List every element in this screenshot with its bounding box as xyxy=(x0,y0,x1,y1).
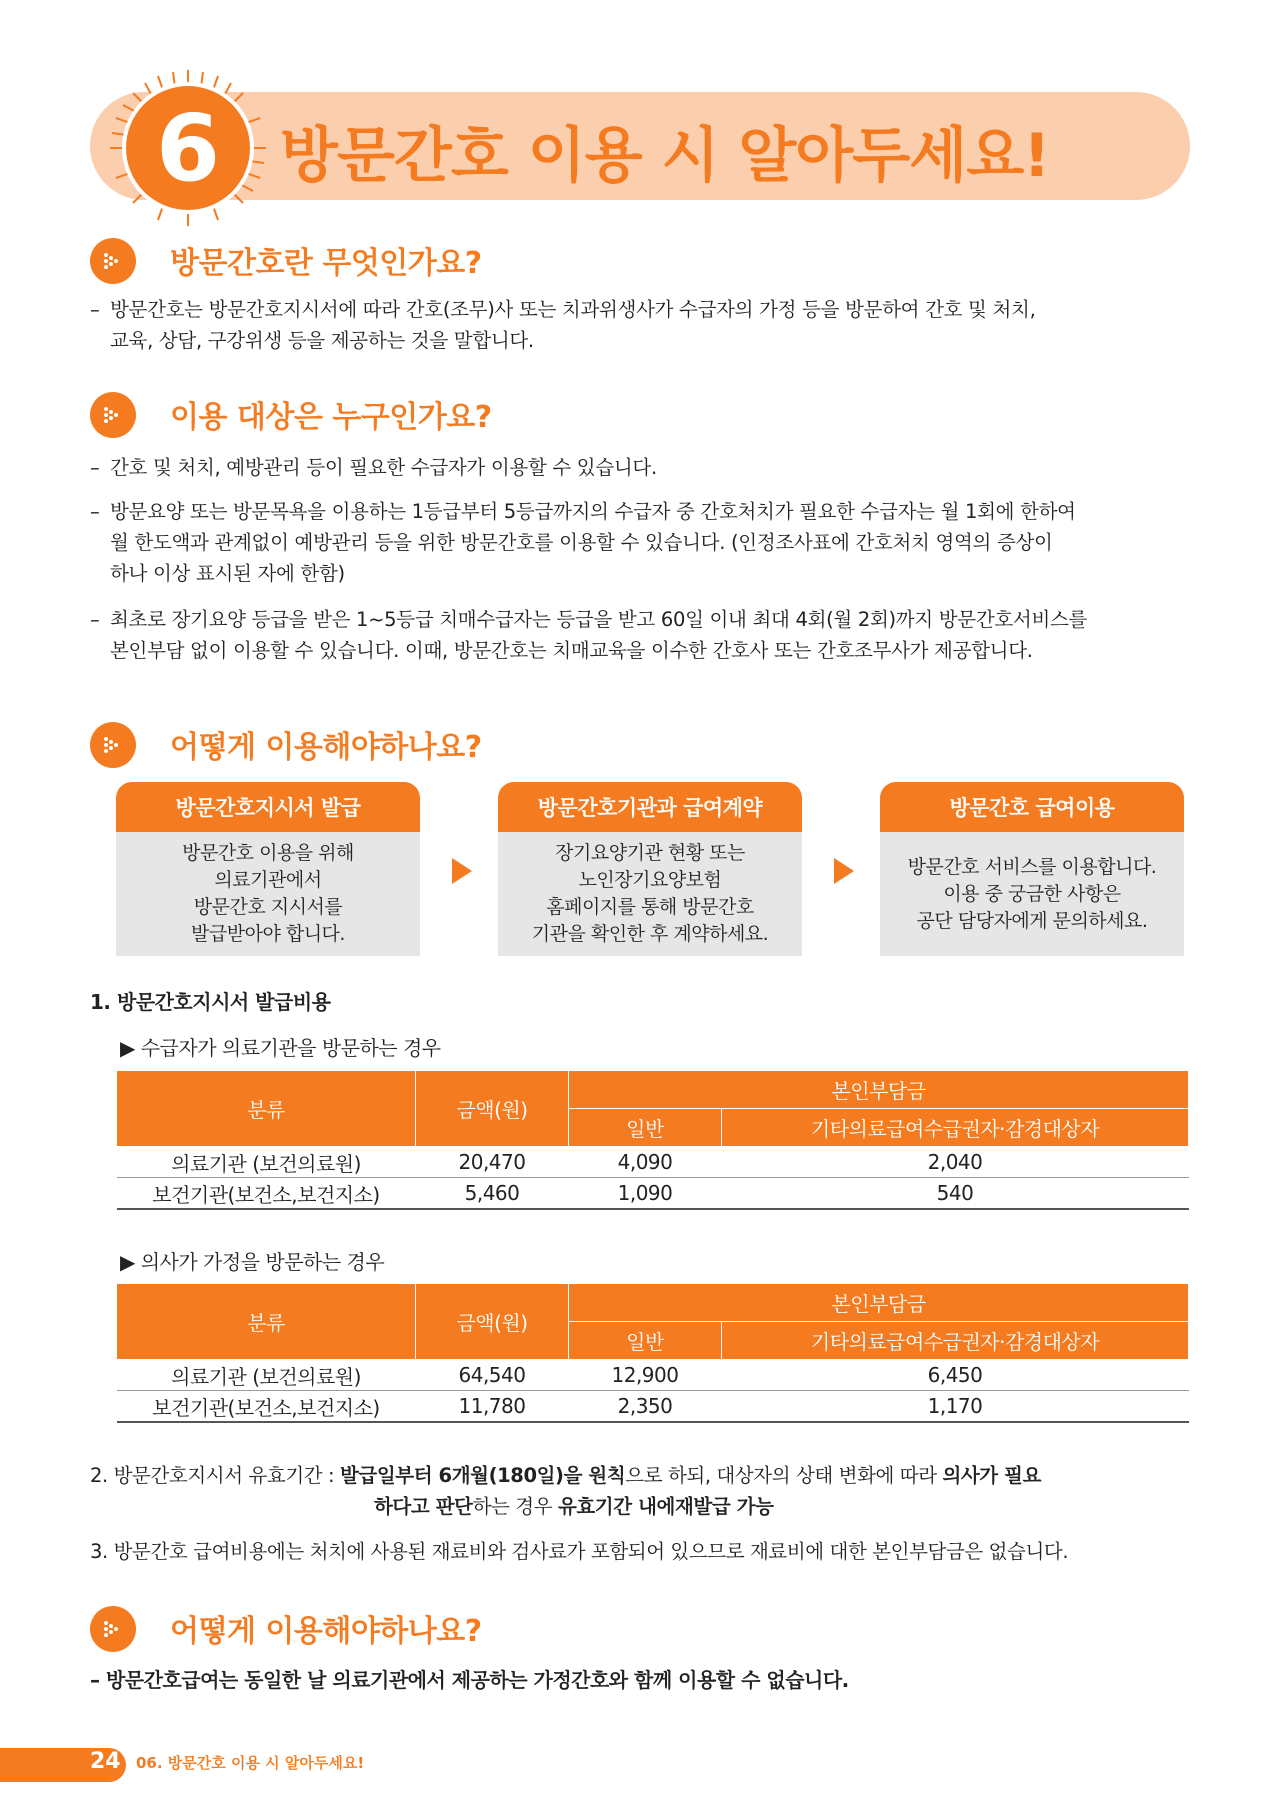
cell-amount: 20,470 xyxy=(416,1147,569,1178)
validity-note-line xyxy=(90,1460,1190,1491)
eligibility-text: 월 한도액과 관계없이 예방관리 등을 위한 방문간호를 이용할 수 있습니다. (인정조사표에 간호처치 영역의 증상이 xyxy=(110,531,1053,554)
col-other: 기타의료급여수급권자·감경대상자 xyxy=(722,1109,1189,1147)
eligibility-item xyxy=(90,604,1190,666)
col-amount: 금액(원) xyxy=(416,1284,569,1360)
eligibility-text: 본인부담 없이 이용할 수 있습니다. 이때, 방문간호는 치매교육을 이수한 간호사 또는 간호조무사가 제공합니다. xyxy=(110,639,1033,662)
cell-general: 2,350 xyxy=(569,1391,722,1423)
note-bold: 하다고 판단 xyxy=(374,1495,473,1518)
eligibility-text: 최초로 장기요양 등급을 받은 1~5등급 치매수급자는 등급을 받고 60일 이내 최대 4회(월 2회)까지 방문간호서비스를 xyxy=(110,608,1088,631)
section-title-what-is: 방문간호란 무엇인가요? xyxy=(170,246,482,281)
cell-amount: 5,460 xyxy=(416,1178,569,1210)
section-title-eligibility: 이용 대상은 누구인가요? xyxy=(170,400,492,435)
flow-step xyxy=(116,782,420,956)
eligibility-text: 방문요양 또는 방문목욕을 이용하는 1등급부터 5등급까지의 수급자 중 간호처치가 필요한 수급자는 월 1회에 한하여 xyxy=(110,500,1076,523)
note-bold: 발급일부터 6개월(180일)을 원칙 xyxy=(339,1464,626,1487)
note-prefix: 2. 방문간호지시서 유효기간 : xyxy=(90,1464,340,1487)
cell-amount: 11,780 xyxy=(416,1391,569,1423)
flow-step-body: 방문간호 이용을 위해 의료기관에서 방문간호 지시서를 발급받아야 합니다. xyxy=(116,832,420,956)
section1-line: 교육, 상담, 구강위생 등을 제공하는 것을 말합니다. xyxy=(110,329,534,352)
table-row xyxy=(117,1360,1189,1391)
flow-step xyxy=(880,782,1184,956)
col-copay: 본인부담금 xyxy=(569,1284,1189,1322)
case-label: ▶ 의사가 가정을 방문하는 경우 xyxy=(120,1250,385,1274)
section-title-how-to-use-2: 어떻게 이용해야하나요? xyxy=(170,1614,482,1649)
case-label: ▶ 수급자가 의료기관을 방문하는 경우 xyxy=(120,1036,441,1060)
dash-marker: – xyxy=(90,608,100,631)
eligibility-text: 간호 및 처치, 예방관리 등이 필요한 수급자가 이용할 수 있습니다. xyxy=(110,456,657,479)
cell-general: 4,090 xyxy=(569,1147,722,1178)
chevron-right-icon xyxy=(90,238,136,284)
page-number: 24 xyxy=(90,1749,121,1774)
cell-general: 12,900 xyxy=(569,1360,722,1391)
cell-general: 1,090 xyxy=(569,1178,722,1210)
flow-step-body: 방문간호 서비스를 이용합니다. 이용 중 궁금한 사항은 공단 담당자에게 문의하세요. xyxy=(880,832,1184,956)
arrow-right-icon xyxy=(452,858,472,884)
dash-marker: – xyxy=(90,456,100,479)
cell-category: 보건기관(보건소,보건지소) xyxy=(117,1391,416,1423)
restriction-note: – 방문간호급여는 동일한 날 의료기관에서 제공하는 가정간호와 함께 이용할 수 없습니다. xyxy=(90,1668,849,1692)
eligibility-item xyxy=(90,452,1190,483)
section1-paragraph xyxy=(90,294,1190,356)
material-cost-note: 3. 방문간호 급여비용에는 처치에 사용된 재료비와 검사료가 포함되어 있으므로 재료비에 대한 본인부담금은 없습니다. xyxy=(90,1540,1069,1563)
table-row xyxy=(117,1391,1189,1423)
cell-category: 의료기관 (보건의료원) xyxy=(117,1360,416,1391)
dash-marker: – xyxy=(90,500,100,523)
col-copay: 본인부담금 xyxy=(569,1071,1189,1109)
col-other: 기타의료급여수급권자·감경대상자 xyxy=(722,1322,1189,1360)
arrow-right-icon xyxy=(834,858,854,884)
cell-other: 1,170 xyxy=(722,1391,1189,1423)
flow-step-title: 방문간호기관과 급여계약 xyxy=(498,782,802,832)
note-bold: 의사가 필요 xyxy=(942,1464,1042,1487)
flow-step-title: 방문간호 급여이용 xyxy=(880,782,1184,832)
col-general: 일반 xyxy=(569,1109,722,1147)
eligibility-item xyxy=(90,496,1190,589)
chapter-number: 6 xyxy=(126,86,250,210)
chevron-right-icon xyxy=(90,392,136,438)
flow-step-title: 방문간호지시서 발급 xyxy=(116,782,420,832)
section1-line: 방문간호는 방문간호지시서에 따라 간호(조무)사 또는 치과위생사가 수급자의 가정 등을 방문하여 간호 및 처치, xyxy=(110,298,1036,321)
col-category: 분류 xyxy=(117,1284,416,1360)
fee-section-title: 1. 방문간호지시서 발급비용 xyxy=(90,990,331,1014)
flow-step-body: 장기요양기관 현황 또는 노인장기요양보험 홈페이지를 통해 방문간호 기관을 확인한 후 계약하세요. xyxy=(498,832,802,956)
chevron-right-icon xyxy=(90,1606,136,1652)
col-general: 일반 xyxy=(569,1322,722,1360)
cell-category: 보건기관(보건소,보건지소) xyxy=(117,1178,416,1210)
cell-other: 540 xyxy=(722,1178,1189,1210)
dash-marker: – xyxy=(90,298,100,321)
note-text: 으로 하되, 대상자의 상태 변화에 따라 xyxy=(625,1464,943,1487)
page-title: 방문간호 이용 시 알아두세요! xyxy=(280,121,1050,191)
cell-other: 6,450 xyxy=(722,1360,1189,1391)
cell-amount: 64,540 xyxy=(416,1360,569,1391)
flow-step xyxy=(498,782,802,956)
col-category: 분류 xyxy=(117,1071,416,1147)
footer-title: 06. 방문간호 이용 시 알아두세요! xyxy=(136,1754,365,1772)
note-bold: 유효기간 내에재발급 가능 xyxy=(557,1495,774,1518)
chevron-right-icon xyxy=(90,722,136,768)
validity-note-line xyxy=(374,1491,1190,1522)
eligibility-text: 하나 이상 표시된 자에 한함) xyxy=(110,562,345,585)
fee-table-home-visit xyxy=(116,1283,1189,1423)
table-row xyxy=(117,1178,1189,1210)
fee-table-clinic-visit xyxy=(116,1070,1189,1210)
col-amount: 금액(원) xyxy=(416,1071,569,1147)
note-text: 하는 경우 xyxy=(472,1495,558,1518)
cell-other: 2,040 xyxy=(722,1147,1189,1178)
section-title-how-to-use: 어떻게 이용해야하나요? xyxy=(170,730,482,765)
cell-category: 의료기관 (보건의료원) xyxy=(117,1147,416,1178)
table-row xyxy=(117,1147,1189,1178)
validity-note xyxy=(90,1460,1190,1522)
